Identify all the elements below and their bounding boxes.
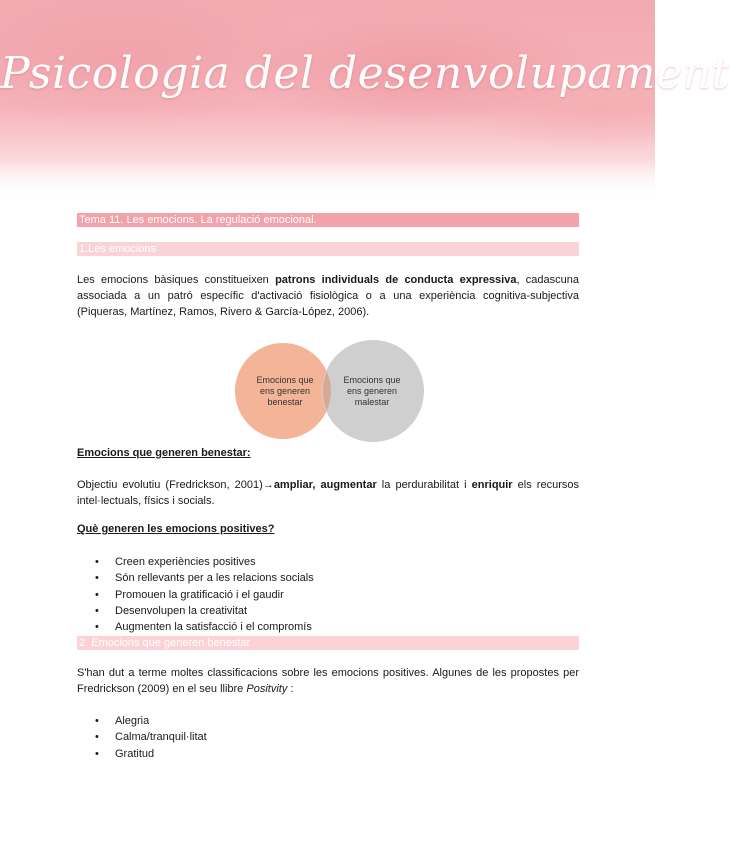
list-item: • Calma/tranquil·litat — [77, 729, 207, 745]
classifications-text-2: : — [287, 683, 294, 695]
list-item: • Alegria — [77, 713, 207, 729]
classifications-paragraph — [77, 665, 579, 697]
intro-paragraph — [77, 272, 579, 320]
book-title: Positvity — [246, 683, 288, 695]
objectiu-paragraph — [77, 477, 579, 509]
page-title: Psicologia del desenvolupament — [0, 48, 730, 99]
venn-diagram — [235, 338, 425, 449]
venn-label-malestar: Emocions que ens generen malestar — [343, 375, 401, 407]
positives-list — [77, 554, 314, 635]
topic-title: Tema 11. Les emocions. La regulació emocional. — [79, 214, 317, 226]
topic-bar — [77, 213, 579, 227]
positives-heading: Què generen les emocions positives? — [77, 523, 275, 535]
arrow-symbol: → — [262, 479, 274, 491]
objectiu-text-2: la perdurabilitat i — [376, 479, 472, 491]
list-item: • Desenvolupen la creativitat — [77, 603, 314, 619]
list-item: • Promouen la gratificació i el gaudir — [77, 587, 314, 603]
section-bar-1 — [77, 242, 579, 256]
intro-bold: patrons individuals de conducta expressiva — [275, 274, 517, 286]
venn-label-benestar: Emocions que ens generen benestar — [256, 375, 314, 407]
benestar-heading: Emocions que generen benestar: — [77, 447, 251, 459]
intro-text-1: Les emocions bàsiques constitueixen — [77, 274, 276, 286]
objectiu-sep: , — [312, 479, 321, 491]
section-title-2: 2. Emocions que generen benestar — [79, 637, 251, 649]
section-title-1: 1.Les emocions — [79, 243, 157, 255]
list-item: • Gratitud — [77, 746, 207, 762]
intro-text-2: , cadascuna associada a un patró específic d'activació fisiològica o a una experiència cognitiva-subjectiva (Piqueras, Martínez, Ramos, Rivero & García-López, 2006). — [77, 274, 579, 318]
objectiu-text-1: Objectiu evolutiu (Fredrickson, 2001) — [77, 479, 263, 491]
objectiu-text-3: els recursos intel·lectuals, físics i socials. — [77, 479, 579, 507]
header-banner — [0, 0, 730, 200]
classifications-list — [77, 713, 207, 762]
list-item: • Augmenten la satisfacció i el compromís — [77, 619, 314, 635]
section-bar-2 — [77, 636, 579, 650]
list-item: • Són rellevants per a les relacions socials — [77, 570, 314, 586]
objectiu-bold-2: augmentar — [320, 479, 377, 491]
objectiu-bold-1: ampliar — [273, 479, 313, 491]
list-item: • Creen experiències positives — [77, 554, 314, 570]
objectiu-bold-3: enriquir — [471, 479, 513, 491]
classifications-text-1: S'han dut a terme moltes classificacions sobre les emocions positives. Algunes de les propostes per Fredrickson (2009) en el seu llibre — [77, 667, 579, 695]
